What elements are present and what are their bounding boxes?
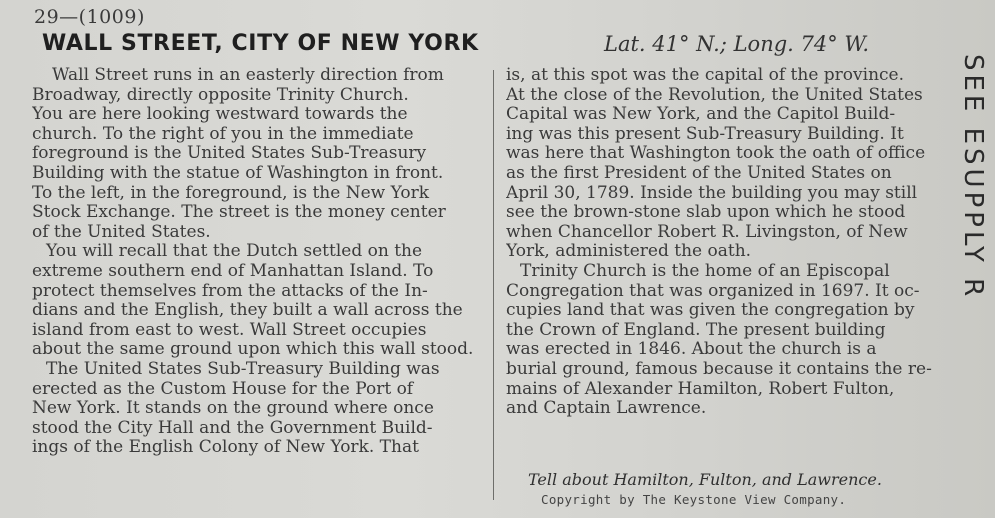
text-line: see the brown-stone slab upon which he stood [506,203,906,223]
text-line: extreme southern end of Manhattan Island. To [32,261,434,281]
copyright-notice: Copyright by The Keystone View Company. [541,492,847,507]
text-line: To the left, in the foreground, is the New York [32,183,430,203]
text-line: the Crown of England. The present building [506,320,886,340]
text-line: New York. It stands on the ground where once [32,399,434,419]
text-line: church. To the right of you in the immediate [32,124,414,144]
handwritten-text: SEE ESUPPLY R [958,54,988,301]
text-line: island from east to west. Wall Street occupies [32,320,427,340]
text-line: cupies land that was given the congregation by [506,301,915,321]
text-line: and Captain Lawrence. [506,399,707,419]
text-line: Capital was New York, and the Capitol Build- [506,105,896,125]
latitude-longitude: Lat. 41° N.; Long. 74° W. [604,32,870,56]
text-line: Building with the statue of Washington in front. [32,163,444,183]
text-line: At the close of the Revolution, the United States [506,85,923,105]
text-line: The United States Sub-Treasury Building was [46,359,440,379]
card-number: 29—(1009) [34,6,145,28]
text-line: burial ground, famous because it contains the re- [506,359,932,379]
text-line: Congregation that was organized in 1697. It oc- [506,281,920,301]
text-line: April 30, 1789. Inside the building you may still [506,183,918,203]
text-line: as the first President of the United States on [506,163,892,183]
text-line: You will recall that the Dutch settled on the [46,242,423,262]
text-line: when Chancellor Robert R. Livingston, of New [506,222,908,242]
text-line: ings of the English Colony of New York. That [32,438,419,458]
column-divider [493,70,494,500]
instruction-line: Tell about Hamilton, Fulton, and Lawrence. [528,470,882,489]
left-column [32,66,484,458]
text-line: Trinity Church is the home of an Episcopal [520,261,890,281]
text-line: mains of Alexander Hamilton, Robert Fulton, [506,379,895,399]
text-line: about the same ground upon which this wall stood. [32,340,474,360]
card-title: WALL STREET, CITY OF NEW YORK [42,31,479,56]
right-column [506,66,958,419]
text-line: Wall Street runs in an easterly direction from [52,66,444,85]
text-line: stood the City Hall and the Government Build- [32,418,433,438]
text-line: protect themselves from the attacks of the In- [32,281,428,301]
text-line: Broadway, directly opposite Trinity Church. [32,85,409,105]
text-line: was here that Washington took the oath of office [506,144,926,164]
text-line: dians and the English, they built a wall across the [32,301,463,321]
text-line: ing was this present Sub-Treasury Building. It [506,124,904,144]
handwritten-annotation [952,54,992,354]
text-line: erected as the Custom House for the Port of [32,379,414,399]
text-line: Stock Exchange. The street is the money center [32,203,446,223]
text-line: York, administered the oath. [506,242,752,262]
text-line: was erected in 1846. About the church is a [506,340,877,360]
text-line: You are here looking westward towards the [32,105,408,125]
text-line: of the United States. [32,222,211,242]
text-line: is, at this spot was the capital of the province. [506,66,904,85]
text-line: foreground is the United States Sub-Treasury [32,144,427,164]
